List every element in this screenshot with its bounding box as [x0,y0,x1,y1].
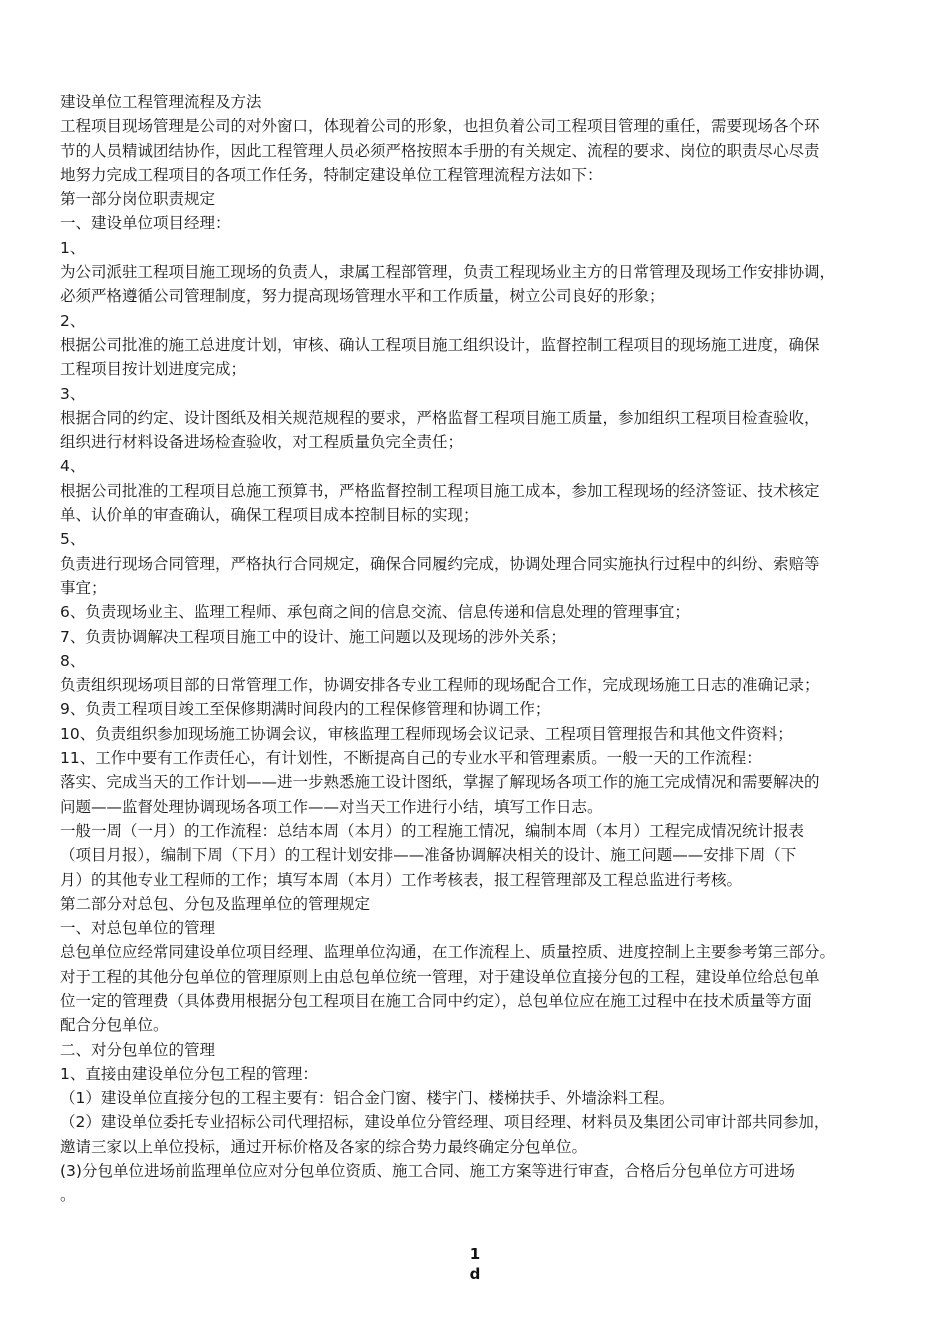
list-item-text: （2）建设单位委托专业招标公司代理招标，建设单位分管经理、项目经理、材料员及集团公司审计部共同参加， [60,1113,830,1132]
subsection-heading: 二、对分包单位的管理 [60,1040,216,1059]
list-number: 4、 [60,457,86,476]
subsection-heading: 一、对总包单位的管理 [60,919,216,938]
list-number: 5、 [60,530,86,549]
intro-paragraph-line: 节的人员精诚团结协作，因此工程管理人员必须严格按照本手册的有关规定、流程的要求、岗位的职责尽心尽责 [60,141,820,160]
list-item-text: 6、负责现场业主、监理工程师、承包商之间的信息交流、信息传递和信息处理的管理事宜； [60,603,690,622]
paragraph-line: 配合分包单位。 [60,1016,169,1035]
paragraph-line: 对于工程的其他分包单位的管理原则上由总包单位统一管理，对于建设单位直接分包的工程，建设单位给总包单 [60,967,820,986]
paragraph-line: 位一定的管理费（具体费用根据分包工程项目在施工合同中约定），总包单位应在施工过程中在技术质量等方面 [60,991,812,1010]
paragraph-line: 总包单位应经常同建设单位项目经理、监理单位沟通，在工作流程上、质量控质、进度控制上主要参考第三部分。 [60,943,836,962]
intro-paragraph-line: 地努力完成工程项目的各项工作任务，特制定建设单位工程管理流程方法如下： [60,165,603,184]
list-item-text: 为公司派驻工程项目施工现场的负责人，隶属工程部管理，负责工程现场业主方的日常管理及现场工作安排协调， [60,263,836,282]
page-number-value: 1 [469,1245,481,1263]
intro-paragraph-line: 工程项目现场管理是公司的对外窗口，体现着公司的形象，也担负着公司工程项目管理的重任，需要现场各个环 [60,117,820,136]
list-number: 2、 [60,311,86,330]
document-title: 建设单位工程管理流程及方法 [60,93,262,111]
workflow-text: 一般一周（一月）的工作流程：总结本周（本月）的工程施工情况，编制本周（本月）工程完成情况统计报表 [60,821,805,840]
page-number [0,1244,950,1284]
list-item-text: 事宜； [60,578,107,597]
list-item-text: 根据合同的约定、设计图纸及相关规范规程的要求，严格监督工程项目施工质量，参加组织工程项目检查验收， [60,408,820,427]
list-item-text: 组织进行材料设备进场检查验收，对工程质量负完全责任； [60,433,464,452]
list-item-text: 必须严格遵循公司管理制度，努力提高现场管理水平和工作质量，树立公司良好的形象； [60,287,665,306]
list-item-text: 9、负责工程项目竣工至保修期满时间段内的工程保修管理和协调工作； [60,700,551,719]
section-heading: 第一部分岗位职责规定 [60,190,216,209]
list-item-text: 工程项目按计划进度完成； [60,360,247,379]
list-number: 3、 [60,384,86,403]
subsection-heading: 一、建设单位项目经理： [60,214,231,233]
list-item-text: 。 [60,1186,76,1205]
document-body [60,90,920,1208]
workflow-text: 落实、完成当天的工作计划——进一步熟悉施工设计图纸，掌握了解现场各项工作的施工完成情况和需要解决的 [60,773,820,792]
list-item-text: 负责进行现场合同管理，严格执行合同规定，确保合同履约完成，协调处理合同实施执行过程中的纠纷、索赔等 [60,554,820,573]
list-item-text: 11、工作中要有工作责任心，有计划性，不断提高自己的专业水平和管理素质。一般一天的工作流程： [60,749,762,768]
list-item-text: 邀请三家以上单位投标，通过开标价格及各家的综合势力最终确定分包单位。 [60,1137,588,1156]
list-number: 8、 [60,651,86,670]
workflow-text: 月）的其他专业工程师的工作；填写本周（本月）工作考核表，报工程管理部及工程总监进行考核。 [60,870,743,889]
list-item-text: (3)分包单位进场前监理单位应对分包单位资质、施工合同、施工方案等进行审查，合格后分包单位方可进场 [60,1162,795,1181]
list-item-text: 根据公司批准的施工总进度计划，审核、确认工程项目施工组织设计，监督控制工程项目的现场施工进度，确保 [60,335,820,354]
list-item-text: 1、直接由建设单位分包工程的管理： [60,1064,318,1083]
page-number-suffix: d [469,1265,481,1283]
list-item-text: 10、负责组织参加现场施工协调会议，审核监理工程师现场会议记录、工程项目管理报告和其他文件资料； [60,724,793,743]
list-item-text: 根据公司批准的工程项目总施工预算书，严格监督控制工程项目施工成本，参加工程现场的经济签证、技术核定 [60,481,820,500]
section-heading: 第二部分对总包、分包及监理单位的管理规定 [60,894,371,913]
list-item-text: 7、负责协调解决工程项目施工中的设计、施工问题以及现场的涉外关系； [60,627,566,646]
list-number: 1、 [60,238,86,257]
list-item-text: 单、认价单的审查确认，确保工程项目成本控制目标的实现； [60,506,479,525]
list-item-text: （1）建设单位直接分包的工程主要有：铝合金门窗、楼宇门、楼梯扶手、外墙涂料工程。 [60,1089,675,1108]
workflow-text: 问题——监督处理协调现场各项工作——对当天工作进行小结，填写工作日志。 [60,797,603,816]
list-item-text: 负责组织现场项目部的日常管理工作，协调安排各专业工程师的现场配合工作，完成现场施工日志的准确记录； [60,676,820,695]
workflow-text: （项目月报），编制下周（下月）的工程计划安排——准备协调解决相关的设计、施工问题——安排下周（下 [60,846,797,865]
